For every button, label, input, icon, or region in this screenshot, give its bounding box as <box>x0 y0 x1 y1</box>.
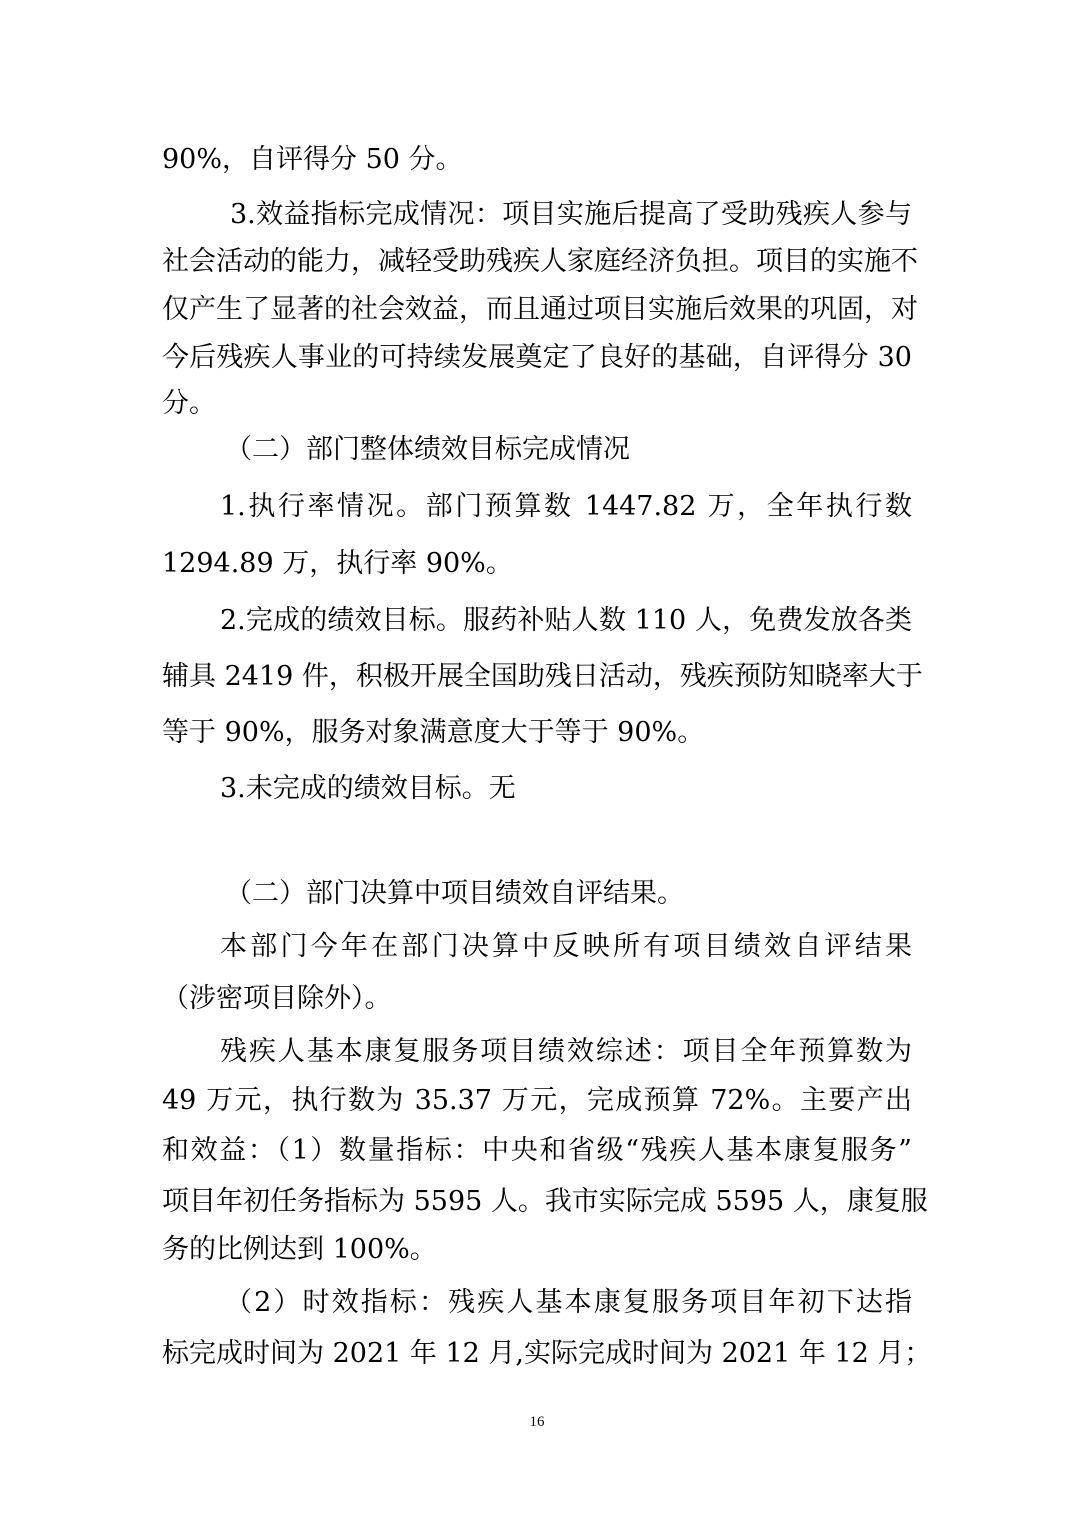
text-line: 90%，自评得分 50 分。 <box>162 144 463 175</box>
text-line: 本部门今年在部门决算中反映所有项目绩效自评结果 <box>220 931 912 962</box>
text-line: 社会活动的能力，减轻受助残疾人家庭经济负担。项目的实施不 <box>162 246 918 277</box>
text-line: 3.未完成的绩效目标。无 <box>220 773 516 804</box>
text-line: 3.效益指标完成情况：项目实施后提高了受助残疾人参与 <box>230 199 912 230</box>
text-line: 辅具 2419 件，积极开展全国助残日活动，残疾预防知晓率大于 <box>162 661 923 692</box>
text-line: 今后残疾人事业的可持续发展奠定了良好的基础，自评得分 30 <box>162 342 912 373</box>
text-line: 仅产生了显著的社会效益，而且通过项目实施后效果的巩固，对 <box>162 294 918 325</box>
text-line: 等于 90%，服务对象满意度大于等于 90%。 <box>162 717 705 748</box>
text-line: 2.完成的绩效目标。服药补贴人数 110 人，免费发放各类 <box>220 605 912 636</box>
text-line: 标完成时间为 2021 年 12 月,实际完成时间为 2021 年 12 月； <box>162 1338 932 1369</box>
text-line: （2）时效指标：残疾人基本康复服务项目年初下达指 <box>225 1287 912 1318</box>
text-line: 和效益：（1）数量指标：中央和省级“残疾人基本康复服务” <box>162 1135 912 1166</box>
text-line: 务的比例达到 100%。 <box>162 1234 437 1265</box>
text-line: 1294.89 万，执行率 90%。 <box>162 548 513 579</box>
text-line: （涉密项目除外）。 <box>162 983 392 1014</box>
text-line: 项目年初任务指标为 5595 人。我市实际完成 5595 人，康复服 <box>162 1186 928 1217</box>
section-heading: （二）部门整体绩效目标完成情况 <box>225 434 630 465</box>
page-number: 16 <box>529 1414 545 1430</box>
text-line: 1.执行率情况。部门预算数 1447.82 万，全年执行数 <box>220 491 912 522</box>
text-line: 49 万元，执行数为 35.37 万元，完成预算 72%。主要产出 <box>162 1085 912 1116</box>
section-heading: （二）部门决算中项目绩效自评结果。 <box>225 878 684 909</box>
text-line: 分。 <box>162 388 216 419</box>
text-line: 残疾人基本康复服务项目绩效综述：项目全年预算数为 <box>220 1036 912 1067</box>
